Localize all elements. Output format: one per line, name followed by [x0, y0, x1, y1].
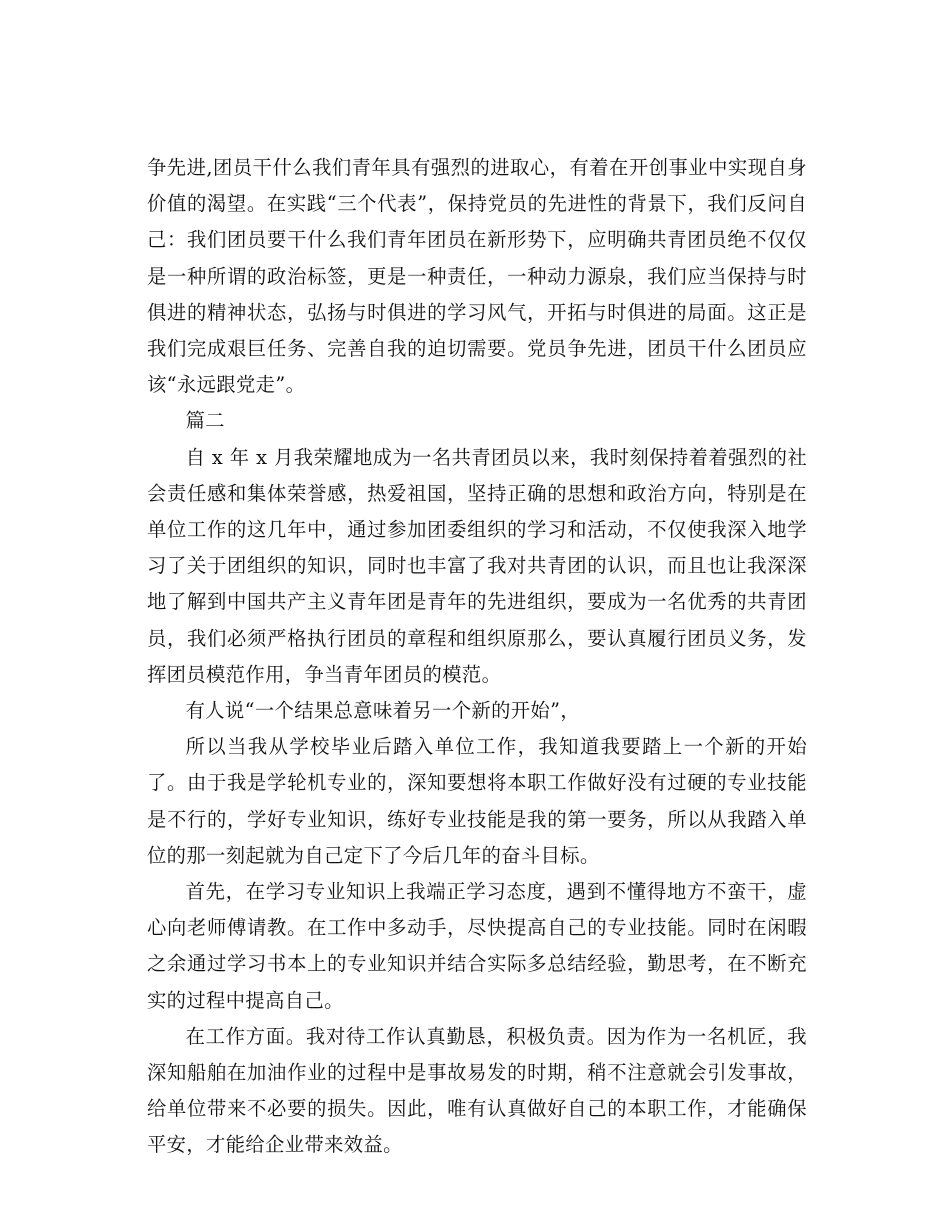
paragraph: 首先，在学习专业知识上我端正学习态度，遇到不懂得地方不蛮干，虚心向老师傅请教。在工作中多动手，尽快提高自己的专业技能。同时在闲暇之余通过学习书本上的专业知识并结合实际多总结经验，勤思考，在不断充实的过程中提高自己。 — [147, 880, 807, 1012]
paragraph: 在工作方面。我对待工作认真勤恳，积极负责。因为作为一名机匠，我深知船舶在加油作业的过程中是事故易发的时期，稍不注意就会引发事故，给单位带来不必要的损失。因此，唯有认真做好自己的本职工作，才能确保平安，才能给企业带来效益。 — [147, 1024, 807, 1157]
paragraph: 所以当我从学校毕业后踏入单位工作，我知道我要踏上一个新的开始了。由于我是学轮机专业的，深知要想将本职工作做好没有过硬的专业技能是不行的，学好专业知识，练好专业技能是我的第一要务，所以从我踏入单位的那一刻起就为自己定下了今后几年的奋斗目标。 — [147, 735, 807, 867]
paragraph-continuation: 争先进,团员干什么我们青年具有强烈的进取心，有着在开创事业中实现自身价值的渴望。在实践“三个代表”，保持党员的先进性的背景下，我们反问自己：我们团员要干什么我们青年团员在新形势下，应明确共青团员绝不仅仅是一种所谓的政治标签，更是一种责任，一种动力源泉，我们应当保持与时俱进的精神状态，弘扬与时俱进的学习风气，开拓与时俱进的局面。这正是我们完成艰巨任务、完善自我的迫切需要。党员争先进，团员干什么团员应该“永远跟党走”。 — [147, 156, 807, 397]
paragraph: 有人说“一个结果总意味着另一个新的开始”， — [185, 699, 581, 723]
document-body — [147, 150, 807, 1164]
paragraph: 自 x 年 x 月我荣耀地成为一名共青团员以来，我时刻保持着着强烈的社会责任感和集体荣誉感，热爱祖国，坚持正确的思想和政治方向，特别是在单位工作的这几年中，通过参加团委组织的学习和活动，不仅使我深入地学习了关于团组织的知识，同时也丰富了我对共青团的认识，而且也让我深深地了解到中国共产主义青年团是青年的先进组织，要成为一名优秀的共青团员，我们必须严格执行团员的章程和组织原那么，要认真履行团员义务，发挥团员模范作用，争当青年团员的模范。 — [147, 445, 807, 686]
section-heading: 篇二 — [185, 409, 225, 433]
